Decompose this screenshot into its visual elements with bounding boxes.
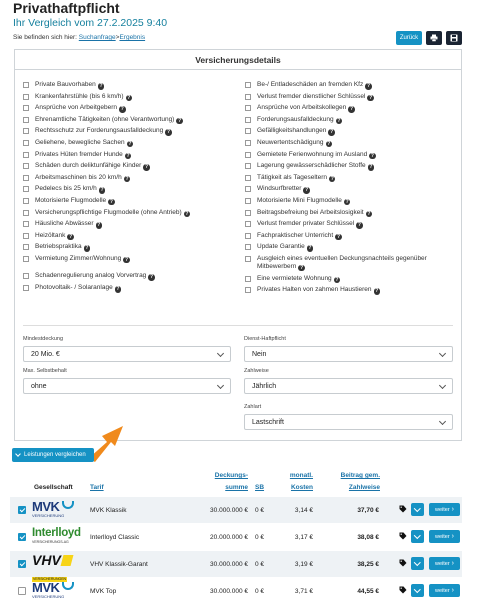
breadcrumb-prefix: Sie befinden sich hier: <box>13 34 77 41</box>
panel-title: Versicherungsdetails <box>15 50 461 70</box>
mindestdeckung-label: Mindestdeckung <box>23 336 64 342</box>
options-left-column <box>23 81 238 296</box>
option-checkbox[interactable] <box>23 82 29 88</box>
option-label: Schadenregulierung analog Vorvertrag <box>35 272 147 280</box>
option-left-7[interactable] <box>23 162 238 171</box>
option-checkbox[interactable] <box>245 163 251 169</box>
row-select-checkbox[interactable] <box>18 560 26 568</box>
option-text <box>35 272 155 281</box>
option-text <box>35 151 131 160</box>
option-label: Eine vermietete Wohnung <box>257 274 332 282</box>
monthly-cost-value: 3,19 € <box>294 561 313 568</box>
weiter-button[interactable] <box>429 530 460 543</box>
option-label: Fachpraktischer Unterricht <box>257 231 334 239</box>
option-text <box>35 197 115 206</box>
insurer-logo <box>32 552 88 581</box>
zahlart-label: Zahlart <box>244 404 262 410</box>
breadcrumb-link-suchanfrage[interactable]: Suchanfrage <box>78 34 116 41</box>
option-left-13[interactable] <box>23 232 238 241</box>
option-text <box>257 243 313 252</box>
option-checkbox[interactable] <box>245 152 251 158</box>
tag-icon[interactable] <box>399 505 407 513</box>
floppy-disk-icon <box>450 34 458 42</box>
deckungssumme-value: 30.000.000 € <box>210 561 248 568</box>
mindestdeckung-value: 20 Mio. € <box>31 350 60 358</box>
option-text <box>257 174 335 183</box>
option-checkbox[interactable] <box>23 273 29 279</box>
option-text <box>35 93 132 102</box>
insurer-logo-subtext: VERSICHERUNGEN <box>33 577 67 581</box>
option-left-16[interactable] <box>23 272 238 281</box>
weiter-button[interactable] <box>429 503 460 516</box>
help-icon[interactable]: ? <box>327 140 331 147</box>
option-label: Windsurfbretter <box>257 185 302 193</box>
option-text <box>257 139 332 148</box>
option-text <box>35 209 190 218</box>
option-checkbox[interactable] <box>245 105 251 111</box>
dienst-haftpflicht-select[interactable] <box>244 346 453 362</box>
row-expand-button[interactable] <box>411 584 424 597</box>
option-label: Betriebspraktika <box>35 243 82 251</box>
insurer-logo-text: VHV <box>32 552 61 568</box>
weiter-label: weiter <box>434 533 450 540</box>
option-checkbox[interactable] <box>245 186 251 192</box>
option-label: Vermietung Zimmer/Wohnung <box>35 254 122 262</box>
compare-benefits-label: Leistungen vergleichen <box>24 452 86 458</box>
option-checkbox[interactable] <box>23 244 29 250</box>
help-icon[interactable]: ? <box>370 152 374 159</box>
option-checkbox[interactable] <box>245 287 251 293</box>
option-label: Häusliche Abwässer <box>35 220 94 228</box>
row-expand-button[interactable] <box>411 503 424 516</box>
chevron-down-icon <box>439 350 446 357</box>
option-text <box>257 104 355 113</box>
option-left-12[interactable] <box>23 220 238 229</box>
option-checkbox[interactable] <box>23 285 29 291</box>
option-checkbox[interactable] <box>245 140 251 146</box>
zahlart-value: Lastschrift <box>252 418 284 426</box>
panel-divider <box>23 325 453 326</box>
col-header-deckungssumme-line1[interactable]: Deckungs- <box>214 472 248 479</box>
option-right-0[interactable] <box>245 81 460 90</box>
option-label: Versicherungspflichtige Flugmodelle (ohne Antrieb) <box>35 208 182 216</box>
option-right-8[interactable] <box>245 174 460 183</box>
help-icon[interactable]: ? <box>335 276 339 283</box>
help-icon[interactable]: ? <box>337 117 341 124</box>
option-text <box>257 232 342 241</box>
col-header-sb[interactable]: SB <box>255 484 265 491</box>
option-checkbox[interactable] <box>23 221 29 227</box>
dienst-haftpflicht-label: Dienst-Haftpflicht <box>244 336 286 342</box>
printer-icon <box>430 34 438 42</box>
chevron-down-icon <box>217 350 224 357</box>
option-checkbox[interactable] <box>245 128 251 134</box>
option-right-6[interactable] <box>245 151 460 160</box>
option-checkbox[interactable] <box>23 140 29 146</box>
selbstbehalt-select[interactable] <box>23 378 231 394</box>
help-icon[interactable]: ? <box>185 210 189 217</box>
option-checkbox[interactable] <box>23 105 29 111</box>
option-left-0[interactable] <box>23 81 238 90</box>
monthly-cost-value: 3,14 € <box>294 507 313 514</box>
option-text <box>257 220 363 229</box>
insurer-logo <box>32 527 88 547</box>
help-icon[interactable]: ? <box>369 164 373 171</box>
help-icon[interactable]: ? <box>336 233 341 240</box>
monthly-cost-value: 3,71 € <box>294 588 313 595</box>
option-label: Privates Halten von zahmen Haustieren <box>257 286 372 294</box>
option-label: Arbeitsmaschinen bis 20 km/h <box>35 173 122 181</box>
option-checkbox[interactable] <box>245 198 251 204</box>
table-row <box>10 551 462 581</box>
option-checkbox[interactable] <box>23 210 29 216</box>
tarif-name: MVK Klassik <box>90 507 127 514</box>
help-icon[interactable]: ? <box>128 140 132 147</box>
option-label: Motorisierte Mini Flugmodelle <box>257 196 342 204</box>
help-icon[interactable]: ? <box>109 198 113 205</box>
col-header-monatl-line2[interactable]: Kosten <box>290 484 313 491</box>
option-text <box>35 185 105 194</box>
insurer-logo-subtext: VERSICHERUNGS-AG <box>32 540 69 544</box>
option-right-12[interactable] <box>245 220 460 229</box>
option-checkbox[interactable] <box>245 233 251 239</box>
help-icon[interactable]: ? <box>99 83 103 89</box>
help-icon[interactable]: ? <box>345 198 349 205</box>
option-checkbox[interactable] <box>245 221 251 227</box>
help-icon[interactable]: ? <box>366 83 371 89</box>
option-label: Ansprüche von Arbeitgebern <box>35 104 118 112</box>
option-text <box>35 255 130 264</box>
col-header-tarif[interactable]: Tarif <box>90 484 104 491</box>
sb-value: 0 € <box>255 534 265 541</box>
page-title: Privathaftpflicht <box>13 0 120 16</box>
zahlweise-label: Zahlweise <box>244 368 269 374</box>
option-text <box>35 127 172 136</box>
option-checkbox[interactable] <box>23 233 29 239</box>
option-text <box>35 284 121 293</box>
option-text <box>35 104 126 113</box>
tag-icon[interactable] <box>399 532 407 540</box>
help-icon[interactable]: ? <box>144 164 149 171</box>
chevron-down-icon <box>439 382 446 389</box>
option-label: Photovoltaik- / Solaranlage <box>35 284 113 291</box>
annual-premium-value: 38,08 € <box>357 534 379 541</box>
option-label: Motorisierte Flugmodelle <box>35 196 107 204</box>
option-checkbox[interactable] <box>23 152 29 158</box>
annual-premium-value: 37,70 € <box>357 507 379 514</box>
insurer-logo <box>32 581 88 601</box>
option-checkbox[interactable] <box>23 163 29 169</box>
help-icon[interactable]: ? <box>150 274 154 281</box>
option-text <box>35 174 130 183</box>
help-icon[interactable]: ? <box>97 222 101 229</box>
option-checkbox[interactable] <box>245 117 251 123</box>
help-icon[interactable]: ? <box>69 233 73 240</box>
sb-value: 0 € <box>255 588 265 595</box>
tarif-name: VHV Klassik-Garant <box>90 561 148 568</box>
compare-benefits-button[interactable] <box>12 448 94 462</box>
zahlweise-value: Jährlich <box>252 382 277 390</box>
option-label: Rechtsschutz zur Forderungsausfalldeckung <box>35 127 164 135</box>
option-label: Geliehene, bewegliche Sachen <box>35 138 125 146</box>
option-text <box>35 162 150 171</box>
insurer-logo-text: Interlloyd <box>32 527 81 539</box>
option-checkbox[interactable] <box>245 210 251 216</box>
option-text <box>257 127 335 136</box>
col-header-beitrag-line2[interactable]: Zahlweise <box>348 484 380 491</box>
table-row <box>10 497 462 523</box>
monthly-cost-value: 3,17 € <box>294 534 313 541</box>
option-text <box>257 197 350 206</box>
option-text <box>35 220 102 229</box>
option-right-3[interactable] <box>245 116 460 125</box>
save-button[interactable] <box>446 31 462 45</box>
row-expand-button[interactable] <box>411 557 424 570</box>
help-icon[interactable]: ? <box>330 129 334 136</box>
breadcrumb <box>13 34 145 41</box>
option-right-4[interactable] <box>245 127 460 136</box>
option-text <box>257 116 342 125</box>
tarif-name: MVK Top <box>90 588 117 595</box>
deckungssumme-value: 30.000.000 € <box>210 507 248 514</box>
help-icon[interactable]: ? <box>120 106 124 113</box>
option-checkbox[interactable] <box>245 82 251 88</box>
option-checkbox[interactable] <box>23 175 29 181</box>
chevron-right-icon: › <box>451 560 454 567</box>
option-left-9[interactable] <box>23 185 238 194</box>
option-label: Gefälligkeitshandlungen <box>257 127 327 135</box>
option-checkbox[interactable] <box>23 128 29 134</box>
page-subtitle: Ihr Vergleich vom 27.2.2025 9:40 <box>13 17 168 29</box>
option-label: Ausgleich eines eventuellen Deckungsnachteils gegenüber Mitbewerbern <box>257 254 427 270</box>
option-checkbox[interactable] <box>245 175 251 181</box>
option-label: Verlust fremder privater Schlüssel <box>257 220 355 228</box>
insurer-logo <box>32 500 88 520</box>
option-left-17[interactable] <box>23 284 238 293</box>
help-icon[interactable]: ? <box>367 210 371 217</box>
option-left-8[interactable] <box>23 174 238 183</box>
breadcrumb-link-ergebnis[interactable]: Ergebnis <box>119 34 146 41</box>
weiter-label: weiter <box>434 587 450 594</box>
selbstbehalt-value: ohne <box>31 382 47 390</box>
deckungssumme-value: 30.000.000 € <box>210 588 248 595</box>
header-actions <box>396 31 462 45</box>
deckungssumme-value: 20.000.000 € <box>210 534 248 541</box>
option-label: Ansprüche von Arbeitskollegen <box>257 104 347 112</box>
option-checkbox[interactable] <box>245 94 251 100</box>
option-right-1[interactable] <box>245 93 460 102</box>
option-right-17[interactable] <box>245 286 460 295</box>
help-icon[interactable]: ? <box>375 288 379 295</box>
option-label: Schäden durch deliktunfähige Kinder <box>35 162 142 170</box>
option-text <box>35 232 74 241</box>
col-header-monatl-line1[interactable]: monatl. <box>289 472 313 479</box>
option-label: Lagerung gewässerschädlicher Stoffe <box>257 162 366 170</box>
option-right-5[interactable] <box>245 139 460 148</box>
col-header-gesellschaft: Gesellschaft <box>34 484 73 491</box>
option-checkbox[interactable] <box>245 276 251 282</box>
chevron-right-icon: › <box>451 533 454 540</box>
option-text <box>35 116 183 125</box>
tag-icon[interactable] <box>399 559 407 567</box>
weiter-button[interactable] <box>429 557 460 570</box>
option-label: Private Bauvorhaben <box>35 81 96 88</box>
option-label: Tätigkeit als Tageseltern <box>257 173 327 181</box>
option-checkbox[interactable] <box>245 244 251 250</box>
option-label: Krankenfahrstühle (bis 6 km/h) <box>35 92 124 100</box>
option-label: Verlust fremder dienstlicher Schlüssel <box>257 92 366 100</box>
option-text <box>257 93 374 102</box>
option-label: Ehrenamtliche Tätigkeiten (ohne Verantwortung) <box>35 115 175 123</box>
option-left-6[interactable] <box>23 151 238 160</box>
option-left-14[interactable] <box>23 243 238 252</box>
option-right-9[interactable] <box>245 185 460 194</box>
help-icon[interactable]: ? <box>127 94 131 101</box>
help-icon[interactable]: ? <box>125 175 129 182</box>
option-checkbox[interactable] <box>23 256 29 262</box>
option-checkbox[interactable] <box>23 94 29 100</box>
option-checkbox[interactable] <box>23 198 29 204</box>
tarif-name: Interlloyd Classic <box>90 534 140 541</box>
option-text <box>35 139 133 148</box>
insurer-logo-subtext: VERSICHERUNG <box>32 594 65 599</box>
option-label: Neuwertentschädigung <box>257 138 324 146</box>
annual-premium-value: 38,25 € <box>357 561 379 568</box>
row-select-checkbox[interactable] <box>18 587 26 595</box>
option-left-3[interactable] <box>23 116 238 125</box>
help-icon[interactable]: ? <box>305 187 309 194</box>
chevron-down-icon <box>439 418 446 425</box>
help-icon[interactable]: ? <box>330 175 334 182</box>
option-label: Privates Hüten fremder Hunde <box>35 150 123 158</box>
option-left-10[interactable] <box>23 197 238 206</box>
help-icon[interactable]: ? <box>85 245 89 252</box>
weiter-label: weiter <box>434 506 450 513</box>
option-text <box>35 81 104 90</box>
option-label: Heizöltank <box>35 231 66 239</box>
help-icon[interactable]: ? <box>308 245 312 252</box>
help-icon[interactable]: ? <box>178 117 182 124</box>
mindestdeckung-select[interactable] <box>23 346 231 362</box>
option-right-13[interactable] <box>245 232 460 241</box>
zahlweise-select[interactable] <box>244 378 453 394</box>
option-text <box>257 255 460 272</box>
option-text <box>257 209 372 218</box>
row-select-checkbox[interactable] <box>18 533 26 541</box>
option-checkbox[interactable] <box>23 117 29 123</box>
option-text <box>257 162 374 171</box>
option-left-4[interactable] <box>23 127 238 136</box>
option-left-15[interactable] <box>23 255 238 264</box>
col-header-deckungssumme-line2[interactable]: summe <box>225 484 248 491</box>
row-expand-button[interactable] <box>411 530 424 543</box>
help-icon[interactable]: ? <box>357 222 361 229</box>
help-icon[interactable]: ? <box>126 152 130 159</box>
option-label: Pedelecs bis 25 km/h <box>35 185 97 193</box>
back-button[interactable]: Zurück <box>396 31 422 45</box>
option-text <box>35 243 90 252</box>
annual-premium-value: 44,55 € <box>357 588 379 595</box>
options-right-column <box>245 81 460 298</box>
option-text <box>257 81 372 90</box>
print-button[interactable] <box>426 31 442 45</box>
help-icon[interactable]: ? <box>300 264 304 271</box>
option-left-1[interactable] <box>23 93 238 102</box>
help-icon[interactable]: ? <box>166 129 171 136</box>
option-right-10[interactable] <box>245 197 460 206</box>
row-select-checkbox[interactable] <box>18 506 26 514</box>
option-label: Forderungsausfalldeckung <box>257 115 334 123</box>
col-header-beitrag-line1[interactable]: Beitrag gem. <box>340 472 380 479</box>
sb-value: 0 € <box>255 507 265 514</box>
chevron-down-icon <box>217 382 224 389</box>
help-icon[interactable]: ? <box>100 187 104 194</box>
option-right-14[interactable] <box>245 243 460 252</box>
option-label: Beitragsbefreiung bei Arbeitslosigkeit <box>257 208 364 216</box>
option-left-11[interactable] <box>23 209 238 218</box>
insurer-logo-text: MVK <box>32 499 60 514</box>
option-text <box>257 286 380 295</box>
option-right-16[interactable] <box>245 275 460 284</box>
option-left-2[interactable] <box>23 104 238 113</box>
option-right-7[interactable] <box>245 162 460 171</box>
option-right-2[interactable] <box>245 104 460 113</box>
insurer-logo-text: MVK <box>32 580 60 595</box>
option-label: Gemietete Ferienwohnung im Ausland <box>257 150 368 158</box>
option-text <box>257 151 376 160</box>
option-label: Be-/ Entladeschäden an fremden Kfz <box>257 81 364 88</box>
selbstbehalt-label: Max. Selbstbehalt <box>23 368 67 374</box>
table-row <box>10 524 462 550</box>
help-icon[interactable]: ? <box>116 286 120 292</box>
help-icon[interactable]: ? <box>349 106 354 113</box>
chevron-right-icon: › <box>451 587 454 594</box>
option-checkbox[interactable] <box>23 186 29 192</box>
option-text <box>257 275 340 284</box>
option-left-5[interactable] <box>23 139 238 148</box>
dienst-haftpflicht-value: Nein <box>252 350 267 358</box>
tag-icon[interactable] <box>399 586 407 594</box>
option-checkbox[interactable] <box>245 256 251 262</box>
weiter-label: weiter <box>434 560 450 567</box>
chevron-right-icon: › <box>451 506 454 513</box>
weiter-button[interactable] <box>429 584 460 597</box>
option-right-15[interactable] <box>245 255 460 272</box>
option-text <box>257 185 310 194</box>
chevron-down-icon <box>15 451 21 457</box>
breadcrumb-separator: > <box>115 34 120 41</box>
sb-value: 0 € <box>255 561 265 568</box>
table-row <box>10 578 462 602</box>
insurance-details-panel <box>14 49 462 441</box>
option-right-11[interactable] <box>245 209 460 218</box>
zahlart-select[interactable] <box>244 414 453 430</box>
help-icon[interactable]: ? <box>124 256 129 263</box>
option-label: Update Garantie <box>257 243 305 251</box>
insurer-logo-subtext: VERSICHERUNG <box>32 513 65 518</box>
help-icon[interactable]: ? <box>369 94 373 101</box>
